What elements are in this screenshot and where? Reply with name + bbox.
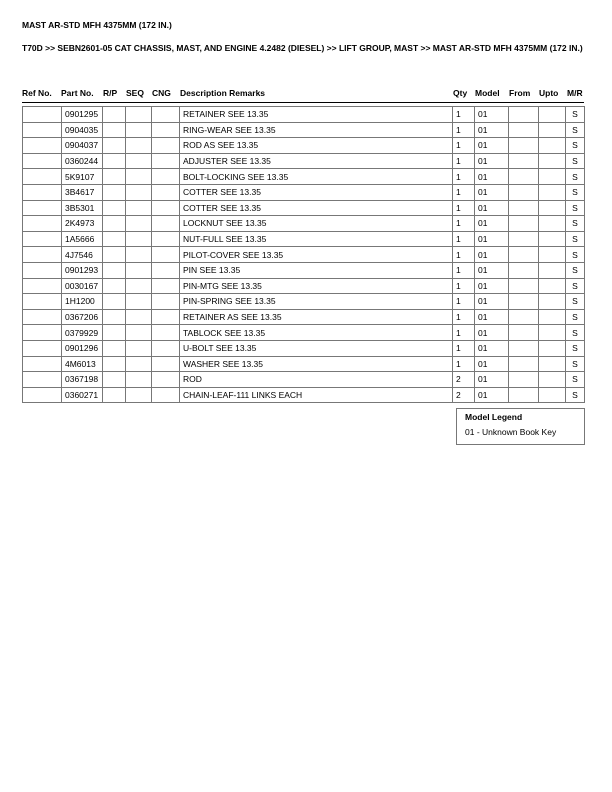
ref-no-cell (23, 231, 62, 247)
mr-cell: S (566, 294, 585, 310)
model-cell: 01 (475, 325, 509, 341)
from-cell (509, 138, 539, 154)
description-cell: ROD AS SEE 13.35 (180, 138, 453, 154)
upto-cell (539, 153, 566, 169)
seq-cell (126, 278, 152, 294)
part-no-cell: 0360244 (62, 153, 103, 169)
table-row (23, 372, 585, 388)
mr-cell: S (566, 231, 585, 247)
table-row (23, 356, 585, 372)
breadcrumb: T70D >> SEBN2601-05 CAT CHASSIS, MAST, AND ENGINE 4.2482 (DIESEL) >> LIFT GROUP, MAST >> MAST AR-STD MFH 4375MM (172 IN.) (22, 43, 583, 53)
from-cell (509, 184, 539, 200)
document-title: MAST AR-STD MFH 4375MM (172 IN.) (22, 20, 172, 30)
model-legend (456, 408, 585, 445)
ref-no-cell (23, 372, 62, 388)
qty-cell: 1 (453, 138, 475, 154)
rp-cell (103, 107, 126, 123)
part-no-cell: 0367198 (62, 372, 103, 388)
ref-no-cell (23, 122, 62, 138)
part-no-cell: 0904037 (62, 138, 103, 154)
upto-cell (539, 262, 566, 278)
header-description: Description Remarks (180, 88, 266, 98)
qty-cell: 1 (453, 231, 475, 247)
part-no-cell: 4J7546 (62, 247, 103, 263)
description-cell: ROD (180, 372, 453, 388)
table-row (23, 294, 585, 310)
cng-cell (152, 309, 180, 325)
seq-cell (126, 184, 152, 200)
seq-cell (126, 309, 152, 325)
ref-no-cell (23, 309, 62, 325)
qty-cell: 1 (453, 309, 475, 325)
description-cell: RETAINER SEE 13.35 (180, 107, 453, 123)
from-cell (509, 153, 539, 169)
cng-cell (152, 231, 180, 247)
qty-cell: 1 (453, 122, 475, 138)
upto-cell (539, 138, 566, 154)
part-no-cell: 0904035 (62, 122, 103, 138)
seq-cell (126, 247, 152, 263)
upto-cell (539, 372, 566, 388)
part-no-cell: 1H1200 (62, 294, 103, 310)
rp-cell (103, 200, 126, 216)
seq-cell (126, 356, 152, 372)
qty-cell: 1 (453, 107, 475, 123)
cng-cell (152, 138, 180, 154)
mr-cell: S (566, 138, 585, 154)
header-model: Model (475, 88, 500, 98)
table-row (23, 184, 585, 200)
upto-cell (539, 325, 566, 341)
cng-cell (152, 200, 180, 216)
table-row (23, 387, 585, 403)
rp-cell (103, 122, 126, 138)
table-row (23, 309, 585, 325)
upto-cell (539, 231, 566, 247)
cng-cell (152, 247, 180, 263)
model-cell: 01 (475, 216, 509, 232)
from-cell (509, 309, 539, 325)
cng-cell (152, 153, 180, 169)
table-row (23, 107, 585, 123)
table-row (23, 122, 585, 138)
table-row (23, 153, 585, 169)
description-cell: PIN SEE 13.35 (180, 262, 453, 278)
part-no-cell: 0030167 (62, 278, 103, 294)
model-cell: 01 (475, 278, 509, 294)
cng-cell (152, 278, 180, 294)
table-row (23, 216, 585, 232)
from-cell (509, 387, 539, 403)
seq-cell (126, 169, 152, 185)
qty-cell: 1 (453, 169, 475, 185)
model-cell: 01 (475, 200, 509, 216)
mr-cell: S (566, 247, 585, 263)
ref-no-cell (23, 138, 62, 154)
model-cell: 01 (475, 107, 509, 123)
description-cell: PIN-MTG SEE 13.35 (180, 278, 453, 294)
upto-cell (539, 294, 566, 310)
cng-cell (152, 372, 180, 388)
model-cell: 01 (475, 138, 509, 154)
from-cell (509, 122, 539, 138)
mr-cell: S (566, 387, 585, 403)
ref-no-cell (23, 200, 62, 216)
rp-cell (103, 356, 126, 372)
from-cell (509, 356, 539, 372)
upto-cell (539, 340, 566, 356)
part-no-cell: 0901295 (62, 107, 103, 123)
header-cng: CNG (152, 88, 171, 98)
from-cell (509, 216, 539, 232)
part-no-cell: 4M6013 (62, 356, 103, 372)
seq-cell (126, 153, 152, 169)
cng-cell (152, 262, 180, 278)
rp-cell (103, 309, 126, 325)
cng-cell (152, 387, 180, 403)
upto-cell (539, 356, 566, 372)
header-ref-no: Ref No. (22, 88, 52, 98)
description-cell: BOLT-LOCKING SEE 13.35 (180, 169, 453, 185)
seq-cell (126, 387, 152, 403)
part-no-cell: 3B5301 (62, 200, 103, 216)
header-mr: M/R (567, 88, 583, 98)
cng-cell (152, 340, 180, 356)
mr-cell: S (566, 216, 585, 232)
upto-cell (539, 387, 566, 403)
seq-cell (126, 372, 152, 388)
ref-no-cell (23, 169, 62, 185)
cng-cell (152, 107, 180, 123)
model-cell: 01 (475, 356, 509, 372)
description-cell: TABLOCK SEE 13.35 (180, 325, 453, 341)
cng-cell (152, 294, 180, 310)
from-cell (509, 294, 539, 310)
rp-cell (103, 278, 126, 294)
from-cell (509, 247, 539, 263)
description-cell: NUT-FULL SEE 13.35 (180, 231, 453, 247)
mr-cell: S (566, 340, 585, 356)
rp-cell (103, 231, 126, 247)
seq-cell (126, 231, 152, 247)
parts-table (22, 106, 585, 403)
seq-cell (126, 107, 152, 123)
model-cell: 01 (475, 184, 509, 200)
qty-cell: 1 (453, 200, 475, 216)
seq-cell (126, 122, 152, 138)
table-row (23, 262, 585, 278)
ref-no-cell (23, 107, 62, 123)
seq-cell (126, 325, 152, 341)
table-row (23, 325, 585, 341)
description-cell: WASHER SEE 13.35 (180, 356, 453, 372)
seq-cell (126, 216, 152, 232)
seq-cell (126, 294, 152, 310)
qty-cell: 1 (453, 153, 475, 169)
from-cell (509, 325, 539, 341)
from-cell (509, 107, 539, 123)
model-cell: 01 (475, 169, 509, 185)
model-cell: 01 (475, 372, 509, 388)
cng-cell (152, 169, 180, 185)
rp-cell (103, 372, 126, 388)
seq-cell (126, 200, 152, 216)
mr-cell: S (566, 372, 585, 388)
ref-no-cell (23, 340, 62, 356)
rp-cell (103, 153, 126, 169)
table-row (23, 138, 585, 154)
model-cell: 01 (475, 153, 509, 169)
rp-cell (103, 247, 126, 263)
part-no-cell: 1A5666 (62, 231, 103, 247)
part-no-cell: 0379929 (62, 325, 103, 341)
ref-no-cell (23, 356, 62, 372)
model-cell: 01 (475, 294, 509, 310)
from-cell (509, 372, 539, 388)
qty-cell: 1 (453, 356, 475, 372)
qty-cell: 1 (453, 216, 475, 232)
rp-cell (103, 340, 126, 356)
rp-cell (103, 184, 126, 200)
model-cell: 01 (475, 231, 509, 247)
header-seq: SEQ (126, 88, 144, 98)
qty-cell: 1 (453, 325, 475, 341)
ref-no-cell (23, 278, 62, 294)
part-no-cell: 0901293 (62, 262, 103, 278)
from-cell (509, 169, 539, 185)
table-row (23, 247, 585, 263)
cng-cell (152, 356, 180, 372)
rp-cell (103, 387, 126, 403)
header-qty: Qty (453, 88, 468, 98)
header-upto: Upto (539, 88, 559, 98)
qty-cell: 1 (453, 184, 475, 200)
table-row (23, 200, 585, 216)
qty-cell: 1 (453, 247, 475, 263)
mr-cell: S (566, 325, 585, 341)
rp-cell (103, 262, 126, 278)
qty-cell: 1 (453, 278, 475, 294)
from-cell (509, 231, 539, 247)
upto-cell (539, 216, 566, 232)
description-cell: CHAIN-LEAF-111 LINKS EACH (180, 387, 453, 403)
upto-cell (539, 200, 566, 216)
table-row (23, 231, 585, 247)
cng-cell (152, 216, 180, 232)
seq-cell (126, 340, 152, 356)
ref-no-cell (23, 184, 62, 200)
mr-cell: S (566, 309, 585, 325)
rp-cell (103, 169, 126, 185)
rp-cell (103, 294, 126, 310)
description-cell: COTTER SEE 13.35 (180, 200, 453, 216)
mr-cell: S (566, 184, 585, 200)
description-cell: ADJUSTER SEE 13.35 (180, 153, 453, 169)
table-row (23, 169, 585, 185)
part-no-cell: 3B4617 (62, 184, 103, 200)
model-cell: 01 (475, 122, 509, 138)
from-cell (509, 278, 539, 294)
upto-cell (539, 169, 566, 185)
qty-cell: 2 (453, 372, 475, 388)
from-cell (509, 340, 539, 356)
from-cell (509, 262, 539, 278)
seq-cell (126, 262, 152, 278)
ref-no-cell (23, 247, 62, 263)
part-no-cell: 2K4973 (62, 216, 103, 232)
header-rp: R/P (103, 88, 118, 98)
legend-title: Model Legend (465, 412, 523, 422)
description-cell: RING-WEAR SEE 13.35 (180, 122, 453, 138)
legend-entry: 01 - Unknown Book Key (465, 427, 557, 437)
part-no-cell: 0360271 (62, 387, 103, 403)
description-cell: LOCKNUT SEE 13.35 (180, 216, 453, 232)
mr-cell: S (566, 200, 585, 216)
description-cell: PILOT-COVER SEE 13.35 (180, 247, 453, 263)
cng-cell (152, 325, 180, 341)
mr-cell: S (566, 262, 585, 278)
mr-cell: S (566, 122, 585, 138)
description-cell: U-BOLT SEE 13.35 (180, 340, 453, 356)
mr-cell: S (566, 107, 585, 123)
upto-cell (539, 309, 566, 325)
rp-cell (103, 325, 126, 341)
model-cell: 01 (475, 309, 509, 325)
header-from: From (509, 88, 531, 98)
model-cell: 01 (475, 262, 509, 278)
header-part-no: Part No. (61, 88, 94, 98)
upto-cell (539, 122, 566, 138)
part-no-cell: 0367206 (62, 309, 103, 325)
ref-no-cell (23, 262, 62, 278)
seq-cell (126, 138, 152, 154)
qty-cell: 1 (453, 340, 475, 356)
cng-cell (152, 184, 180, 200)
upto-cell (539, 184, 566, 200)
mr-cell: S (566, 153, 585, 169)
description-cell: PIN-SPRING SEE 13.35 (180, 294, 453, 310)
table-row (23, 340, 585, 356)
ref-no-cell (23, 294, 62, 310)
upto-cell (539, 278, 566, 294)
model-cell: 01 (475, 340, 509, 356)
mr-cell: S (566, 169, 585, 185)
mr-cell: S (566, 356, 585, 372)
description-cell: RETAINER AS SEE 13.35 (180, 309, 453, 325)
rp-cell (103, 138, 126, 154)
ref-no-cell (23, 325, 62, 341)
description-cell: COTTER SEE 13.35 (180, 184, 453, 200)
upto-cell (539, 107, 566, 123)
qty-cell: 1 (453, 262, 475, 278)
header-divider (22, 102, 584, 103)
upto-cell (539, 247, 566, 263)
rp-cell (103, 216, 126, 232)
ref-no-cell (23, 153, 62, 169)
model-cell: 01 (475, 387, 509, 403)
part-no-cell: 5K9107 (62, 169, 103, 185)
cng-cell (152, 122, 180, 138)
table-row (23, 278, 585, 294)
model-cell: 01 (475, 247, 509, 263)
mr-cell: S (566, 278, 585, 294)
part-no-cell: 0901296 (62, 340, 103, 356)
qty-cell: 2 (453, 387, 475, 403)
ref-no-cell (23, 387, 62, 403)
qty-cell: 1 (453, 294, 475, 310)
ref-no-cell (23, 216, 62, 232)
from-cell (509, 200, 539, 216)
